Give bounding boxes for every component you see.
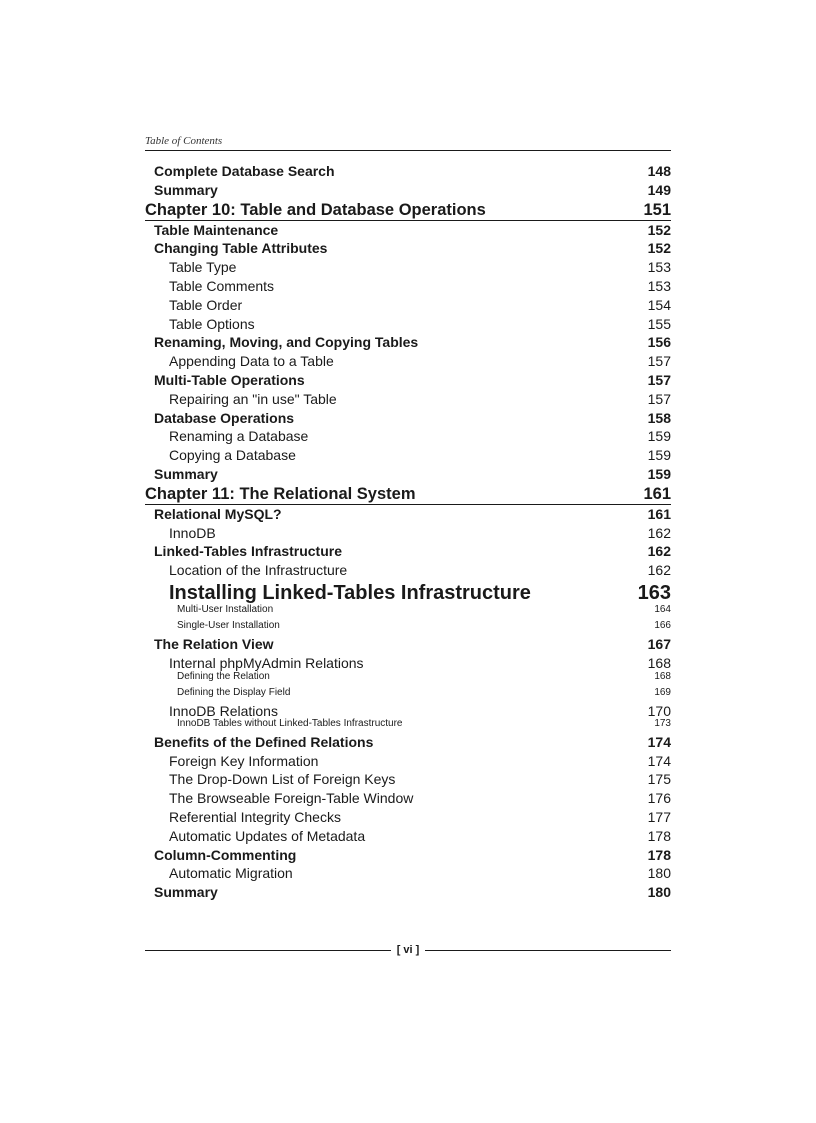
toc-entry-title: Single-User Installation — [177, 620, 280, 632]
toc-entry-title: Summary — [154, 884, 218, 901]
toc-entry-title: InnoDB Relations — [169, 702, 278, 719]
toc-entry-title: Appending Data to a Table — [169, 353, 334, 370]
toc-entry-title: Table Options — [169, 315, 255, 332]
toc-entry[interactable] — [145, 181, 671, 200]
toc-entry-page: 157 — [647, 390, 671, 407]
toc-entry-page: 153 — [647, 277, 671, 294]
toc-entry[interactable] — [145, 258, 671, 277]
toc-entry-page: 175 — [647, 771, 671, 788]
toc-entry[interactable] — [145, 561, 671, 580]
toc-entry-title: Summary — [154, 465, 218, 482]
toc-entry-title: InnoDB — [169, 524, 216, 541]
toc-entry-page: 168 — [654, 670, 671, 682]
toc-entry-title: Foreign Key Information — [169, 752, 319, 769]
toc-entry-title: Copying a Database — [169, 447, 296, 464]
toc-entry-title: Database Operations — [154, 409, 295, 426]
toc-entry[interactable] — [145, 685, 671, 702]
toc-entry[interactable] — [145, 315, 671, 334]
toc-entry-page: 162 — [647, 562, 671, 579]
toc-entry-title: Repairing an "in use" Table — [169, 390, 337, 407]
toc-entry-page: 162 — [647, 543, 671, 560]
footer-rule-right — [425, 950, 671, 951]
document-page — [145, 0, 671, 1123]
toc-entry-page: 166 — [654, 620, 671, 632]
toc-entry-title: Chapter 10: Table and Database Operations — [145, 200, 486, 219]
toc-entry-page: 180 — [647, 884, 671, 901]
toc-entry[interactable] — [145, 162, 671, 181]
toc-entry-page: 163 — [637, 581, 671, 604]
toc-entry[interactable] — [145, 669, 671, 686]
toc-entry-title: The Relation View — [154, 635, 274, 652]
toc-entry-page: 170 — [647, 702, 671, 719]
toc-entry-title: Chapter 11: The Relational System — [145, 484, 416, 503]
toc-entry-page: 156 — [647, 334, 671, 351]
toc-entry-page: 177 — [647, 809, 671, 826]
toc-entry[interactable] — [145, 770, 671, 789]
toc-entry[interactable] — [145, 789, 671, 808]
toc-entry[interactable] — [145, 542, 671, 561]
toc-entry[interactable] — [145, 427, 671, 446]
toc-entry-title: Column-Commenting — [154, 846, 297, 863]
toc-entry-page: 149 — [647, 181, 671, 198]
toc-entry[interactable] — [145, 296, 671, 315]
toc-entry-page: 153 — [647, 259, 671, 276]
toc-entry-page: 155 — [647, 315, 671, 332]
page-footer — [145, 944, 671, 956]
toc-entry-title: Installing Linked-Tables Infrastructure — [169, 581, 531, 604]
toc-entry-title: Table Maintenance — [154, 221, 279, 238]
toc-entry-title: Changing Table Attributes — [154, 240, 328, 257]
toc-entry-page: 174 — [647, 733, 671, 750]
toc-entry-title: Linked-Tables Infrastructure — [154, 543, 343, 560]
toc-entry[interactable] — [145, 733, 671, 752]
toc-entry-title: Renaming, Moving, and Copying Tables — [154, 334, 419, 351]
toc-entry[interactable] — [145, 864, 671, 883]
toc-entry-page: 159 — [647, 428, 671, 445]
toc-entry-title: Multi-User Installation — [177, 603, 274, 615]
toc-entry-title: InnoDB Tables without Linked-Tables Infrastructure — [177, 718, 403, 730]
toc-entry-title: Table Comments — [169, 277, 275, 294]
toc-entry-page: 159 — [647, 465, 671, 482]
toc-entry[interactable] — [145, 846, 671, 865]
toc-entry-page: 148 — [647, 163, 671, 179]
toc-entry-page: 161 — [643, 484, 671, 503]
toc-entry-title: The Browseable Foreign-Table Window — [169, 790, 414, 807]
toc-entry[interactable] — [145, 352, 671, 371]
toc-entry-page: 178 — [647, 846, 671, 863]
toc-entry[interactable] — [145, 390, 671, 409]
toc-entry-page: 168 — [647, 654, 671, 671]
toc-entry-page: 174 — [647, 752, 671, 769]
toc-entry[interactable] — [145, 635, 671, 654]
toc-entry-title: Relational MySQL? — [154, 505, 282, 522]
toc-entry[interactable] — [145, 446, 671, 465]
toc-entry-page: 152 — [647, 221, 671, 238]
toc-entry[interactable] — [145, 221, 671, 240]
toc-entry[interactable] — [145, 333, 671, 352]
toc-entry-title: Automatic Updates of Metadata — [169, 827, 366, 844]
toc-entry-page: 167 — [647, 635, 671, 652]
toc-entry-page: 164 — [654, 603, 671, 615]
toc-entry-page: 161 — [647, 505, 671, 522]
toc-entry-title: The Drop-Down List of Foreign Keys — [169, 771, 396, 788]
toc-entry-page: 180 — [647, 865, 671, 882]
table-of-contents — [145, 162, 671, 902]
running-head: Table of Contents — [145, 135, 223, 147]
toc-entry-page: 162 — [647, 524, 671, 541]
toc-entry-page: 178 — [647, 827, 671, 844]
toc-entry[interactable] — [145, 883, 671, 902]
toc-entry-page: 173 — [654, 718, 671, 730]
toc-entry-title: Table Type — [169, 259, 237, 276]
toc-entry[interactable] — [145, 827, 671, 846]
toc-entry[interactable] — [145, 618, 671, 635]
toc-entry-page: 157 — [647, 353, 671, 370]
toc-entry[interactable] — [145, 371, 671, 390]
toc-entry-page: 176 — [647, 790, 671, 807]
toc-entry-title: Complete Database Search — [154, 163, 335, 179]
toc-entry[interactable] — [145, 752, 671, 771]
toc-chapter-entry[interactable] — [145, 484, 671, 505]
toc-entry-title: Automatic Migration — [169, 865, 293, 882]
toc-entry-title: Location of the Infrastructure — [169, 562, 348, 579]
toc-entry-title: Defining the Display Field — [177, 687, 291, 699]
toc-entry[interactable] — [145, 465, 671, 484]
toc-entry-title: Multi-Table Operations — [154, 371, 305, 388]
toc-entry[interactable] — [145, 716, 671, 733]
toc-entry-page: 152 — [647, 240, 671, 257]
header-rule — [145, 150, 671, 151]
toc-entry-title: Benefits of the Defined Relations — [154, 733, 374, 750]
toc-entry-title: Defining the Relation — [177, 670, 270, 682]
toc-entry-page: 158 — [647, 409, 671, 426]
toc-entry-page: 151 — [643, 200, 671, 219]
toc-entry-title: Internal phpMyAdmin Relations — [169, 654, 364, 671]
toc-entry[interactable] — [145, 239, 671, 258]
page-number: [ vi ] — [396, 944, 420, 956]
toc-entry-page: 154 — [647, 296, 671, 313]
toc-chapter-entry[interactable] — [145, 200, 671, 221]
toc-entry-title: Summary — [154, 181, 218, 198]
toc-entry[interactable] — [145, 277, 671, 296]
toc-entry[interactable] — [145, 524, 671, 543]
toc-entry-page: 169 — [654, 687, 671, 699]
toc-entry[interactable] — [145, 409, 671, 428]
toc-entry[interactable] — [145, 505, 671, 524]
footer-rule-left — [145, 950, 391, 951]
toc-entry-title: Referential Integrity Checks — [169, 809, 341, 826]
toc-entry-page: 159 — [647, 447, 671, 464]
toc-entry[interactable] — [145, 808, 671, 827]
toc-entry-page: 157 — [647, 371, 671, 388]
toc-entry-title: Renaming a Database — [169, 428, 309, 445]
toc-entry-title: Table Order — [169, 296, 243, 313]
